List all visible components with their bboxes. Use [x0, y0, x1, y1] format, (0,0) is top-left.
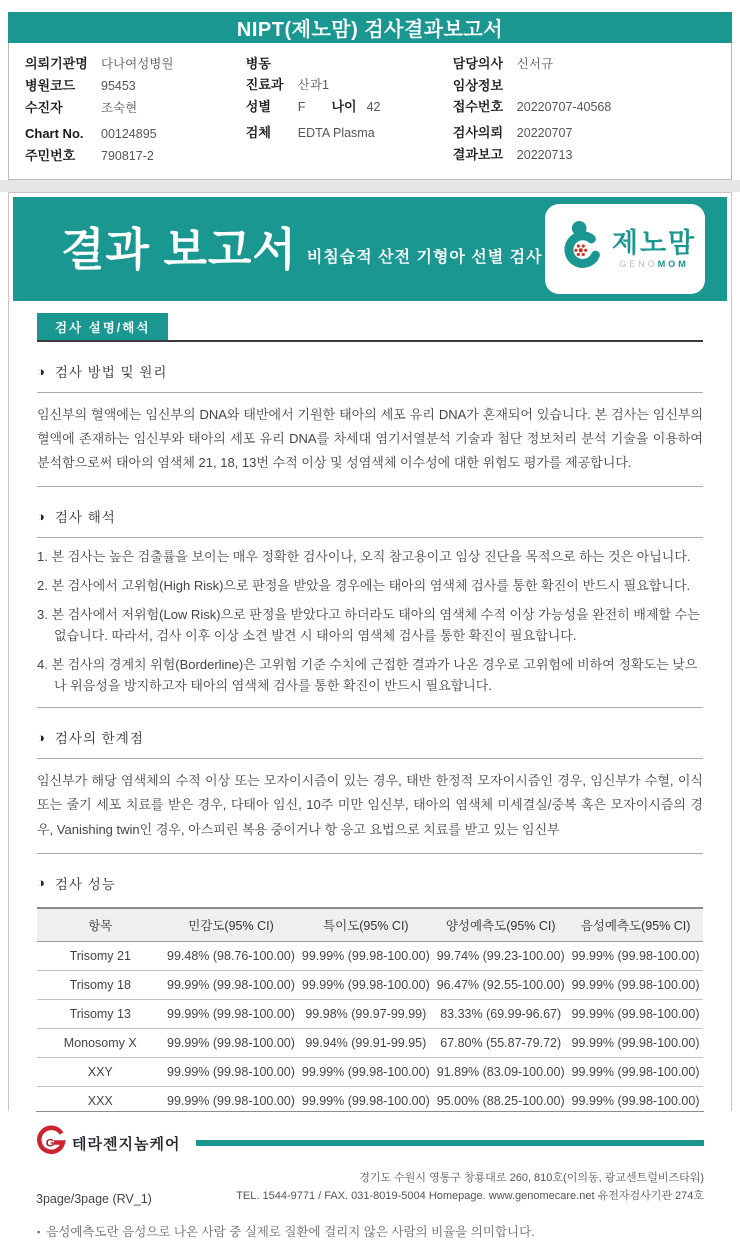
- field-hospital-name: [25, 53, 246, 75]
- page-number: 3page/3page (RV_1): [36, 1192, 152, 1206]
- field-label: 진료과: [245, 77, 284, 92]
- list-item: 3. 본 검사에서 저위험(Low Risk)으로 판정을 받았다고 하더라도 태아의 염색체 수적 이상 가능성을 완전히 배제할 수는 없습니다. 따라서, 검사 이후 이상 소견 발견 시 태아의 염색체 검사를 통한 확진이 필요합니다.: [37, 607, 700, 644]
- svg-text:G: G: [45, 1136, 55, 1149]
- field-value: 신서규: [516, 57, 554, 71]
- field-label: Chart No.: [25, 126, 84, 141]
- field-label: 의뢰기관명: [25, 56, 88, 71]
- heading-method: [37, 361, 703, 381]
- footer-accent-bar: [196, 1140, 704, 1146]
- divider: [37, 486, 703, 487]
- half-circle-bullet-icon: ◑: [37, 508, 46, 524]
- field-patient-name: [25, 97, 246, 119]
- field-sex-age: [246, 96, 453, 118]
- footer-info-row: [36, 1169, 704, 1206]
- field-label: 병원코드: [25, 78, 76, 93]
- cell: 99.99% (99.98-100.00): [164, 1028, 299, 1057]
- col-header: 특이도(95% CI): [298, 908, 433, 942]
- field-value: 다나여성병원: [101, 57, 174, 71]
- table-row: [37, 1028, 703, 1057]
- divider: [37, 758, 703, 759]
- cell: Trisomy 18: [37, 970, 164, 999]
- report-title-bar: [8, 12, 732, 43]
- field-label: 결과보고: [452, 147, 504, 162]
- heading-performance: [37, 873, 703, 893]
- col-header: 양성예측도(95% CI): [433, 908, 568, 942]
- cell: 99.94% (99.91-99.95): [298, 1028, 433, 1057]
- table-header-row: [37, 908, 703, 942]
- field-clinical-info: [453, 75, 715, 96]
- cell: 99.74% (99.23-100.00): [433, 941, 568, 970]
- field-label: 임상정보: [452, 78, 504, 93]
- field-value: F: [297, 100, 306, 114]
- cell: 99.99% (99.98-100.00): [164, 970, 299, 999]
- heading-limitations: [37, 727, 703, 747]
- field-value: 790817-2: [101, 149, 154, 163]
- address-line-2: TEL. 1544-9771 / FAX. 031-8019-5004 Homepage. www.genomecare.net 유전자검사기관 274호: [236, 1190, 704, 1203]
- field-report-date: [453, 144, 715, 166]
- table-row: [37, 1057, 703, 1086]
- genomom-logo-card: [545, 204, 705, 294]
- field-value: EDTA Plasma: [297, 126, 375, 140]
- field-doctor: [453, 53, 715, 75]
- cell: 99.99% (99.98-100.00): [298, 941, 433, 970]
- report-title: NIPT(제노맘) 검사결과보고서: [236, 19, 504, 41]
- cell: 99.99% (99.98-100.00): [568, 1057, 703, 1086]
- cell: 99.99% (99.98-100.00): [298, 1086, 433, 1116]
- company-address: [236, 1169, 704, 1206]
- result-banner: [13, 197, 727, 301]
- method-body: 임신부의 혈액에는 임신부의 DNA와 태반에서 기원한 태아의 세포 유리 DNA가 혼재되어 있습니다. 본 검사는 임신부의 혈액에 존재하는 임신부와 태아의 세포 유리 DNA를 차세대 염기서열분석 기술과 첨단 정보처리 분석 기술을 이용하여 분석함으로써 태아의 염색체 21, 18, 13번 수적 이상 및 성염색체 이수성에 대한 위험도 평가를 제공합니다.: [37, 407, 703, 471]
- cell: Trisomy 21: [37, 941, 164, 970]
- cell: XXY: [37, 1057, 164, 1086]
- cell: 99.99% (99.98-100.00): [568, 970, 703, 999]
- patient-info-col2: [246, 53, 453, 167]
- banner-subtitle: 비침습적 산전 기형아 선별 검사: [306, 248, 543, 266]
- half-circle-bullet-icon: ◑: [37, 729, 46, 745]
- field-receipt-no: [453, 96, 715, 118]
- report-body-panel: [8, 192, 732, 1240]
- heading-text: 검사 방법 및 원리: [54, 365, 168, 380]
- field-label-age: 나이: [331, 99, 357, 114]
- field-value: 95453: [101, 79, 136, 93]
- cell: Monosomy X: [37, 1028, 164, 1057]
- page-footer: [8, 1111, 732, 1220]
- patient-info-col1: [25, 53, 246, 167]
- field-label: 접수번호: [452, 99, 504, 114]
- field-resident-no: [25, 145, 246, 167]
- field-value: 조숙현: [101, 101, 138, 115]
- list-item: 1. 본 검사는 높은 검출률을 보이는 매우 정확한 검사이나, 오직 참고용이고 임상 진단을 목적으로 하는 것은 아닙니다.: [37, 549, 691, 565]
- cell: 96.47% (92.55-100.00): [433, 970, 568, 999]
- field-label: 담당의사: [452, 56, 504, 71]
- col-header: 항목: [37, 908, 164, 942]
- cell: 99.99% (99.98-100.00): [568, 1086, 703, 1116]
- field-value: 산과1: [297, 78, 329, 92]
- heading-text: 검사의 한계점: [54, 731, 144, 747]
- cell: 95.00% (88.25-100.00): [433, 1086, 568, 1116]
- field-department: [246, 74, 453, 96]
- cell: Trisomy 13: [37, 999, 164, 1028]
- half-circle-bullet-icon: ◑: [37, 363, 46, 379]
- limitations-body: 임신부가 해당 염색체의 수적 이상 또는 모자이시즘이 있는 경우, 태반 한정적 모자이시즘인 경우, 임신부가 수혈, 이식 또는 줄기 세포 치료를 받은 경우, 다태아 임신, 10주 미만 임신부, 태아의 염색체 미세결실/중복 혹은 모자이시즘의 경우, Vanishing twin인 경우, 아스피린 복용 중이거나 항 응고 요법으로 치료를 받고 있는 임신부: [37, 773, 703, 837]
- cell: 99.99% (99.98-100.00): [568, 941, 703, 970]
- cell: 91.89% (83.09-100.00): [433, 1057, 568, 1086]
- interpretation-list: [37, 546, 703, 696]
- divider: [37, 537, 703, 538]
- cell: 99.99% (99.98-100.00): [568, 1028, 703, 1057]
- field-value: 20220713: [516, 148, 573, 162]
- table-row: [37, 970, 703, 999]
- field-chart-no: [25, 123, 246, 145]
- cell: 67.80% (55.87-79.72): [433, 1028, 568, 1057]
- cell: 99.98% (99.97-99.99): [298, 999, 433, 1028]
- page-gap-strip: [0, 180, 740, 192]
- banner-title: 결과 보고서: [61, 223, 297, 275]
- logo-korean-text: 제노맘: [611, 227, 697, 258]
- list-item: 2. 본 검사에서 고위험(High Risk)으로 판정을 받았을 경우에는 태아의 염색체 검사를 통한 확진이 반드시 필요합니다.: [37, 578, 691, 594]
- cell: 99.48% (98.76-100.00): [164, 941, 299, 970]
- address-line-1: 경기도 수원시 영통구 창룡대로 260, 810호(이의동, 광교센트럴비즈타워): [359, 1171, 704, 1184]
- heading-text: 검사 해석: [54, 510, 116, 526]
- theragen-logo-icon: [36, 1126, 66, 1161]
- cell: 83.33% (69.99-96.67): [433, 999, 568, 1028]
- half-circle-bullet-icon: ◑: [37, 875, 46, 891]
- list-item: 4. 본 검사의 경계치 위험(Borderline)은 고위험 기준 수치에 근접한 결과가 나온 경우로 고위험에 비하여 정확도는 낮으나 위음성을 방지하고자 태아의 염색체 검사를 통한 확진이 반드시 필요합니다.: [37, 657, 698, 694]
- table-row: [37, 999, 703, 1028]
- field-specimen: [246, 122, 453, 144]
- section-tab: 검사 설명/해석: [37, 313, 168, 340]
- heading-text: 검사 성능: [54, 876, 116, 892]
- patient-info-panel: [8, 43, 732, 180]
- footnote: ▪ 음성예측도란 음성으로 나온 사람 중 실제로 질환에 걸리지 않은 사람의 비율을 의미합니다.: [37, 1222, 703, 1244]
- field-value-age: 42: [366, 100, 381, 114]
- cell: XXX: [37, 1086, 164, 1116]
- col-header: 음성예측도(95% CI): [568, 908, 703, 942]
- banner-titles: [61, 223, 545, 275]
- table-row: [37, 941, 703, 970]
- cell: 99.99% (99.98-100.00): [164, 999, 299, 1028]
- cell: 99.99% (99.98-100.00): [298, 1057, 433, 1086]
- divider: [37, 853, 703, 854]
- cell: 99.99% (99.98-100.00): [164, 1057, 299, 1086]
- field-value: 00124895: [101, 127, 157, 141]
- footer-brand-row: [36, 1126, 704, 1161]
- company-name: 테라젠지놈케어: [72, 1135, 181, 1153]
- footer-divider: [36, 1111, 704, 1112]
- divider: [37, 392, 703, 393]
- cell: 99.99% (99.98-100.00): [568, 999, 703, 1028]
- cell: 99.99% (99.98-100.00): [164, 1086, 299, 1116]
- divider: [37, 707, 703, 708]
- cell: 99.99% (99.98-100.00): [298, 970, 433, 999]
- mother-baby-icon: [554, 219, 606, 280]
- field-label: 검체: [245, 125, 271, 140]
- logo-wordmark: [611, 227, 697, 269]
- field-value: 20220707: [516, 126, 573, 140]
- field-value: 20220707-40568: [516, 100, 612, 114]
- field-label: 수진자: [25, 100, 63, 115]
- field-label: 주민번호: [25, 148, 76, 163]
- heading-interpretation: [37, 506, 703, 526]
- field-label: 검사의뢰: [452, 125, 504, 140]
- patient-info-col3: [453, 53, 715, 167]
- field-ward: [246, 53, 453, 74]
- logo-english-text: GENOMOM: [619, 258, 689, 269]
- field-hospital-code: [25, 75, 246, 97]
- section-tab-row: [37, 313, 703, 342]
- field-label: 성별: [245, 99, 271, 114]
- field-request-date: [453, 122, 715, 144]
- field-label: 병동: [245, 56, 271, 71]
- col-header: 민감도(95% CI): [164, 908, 299, 942]
